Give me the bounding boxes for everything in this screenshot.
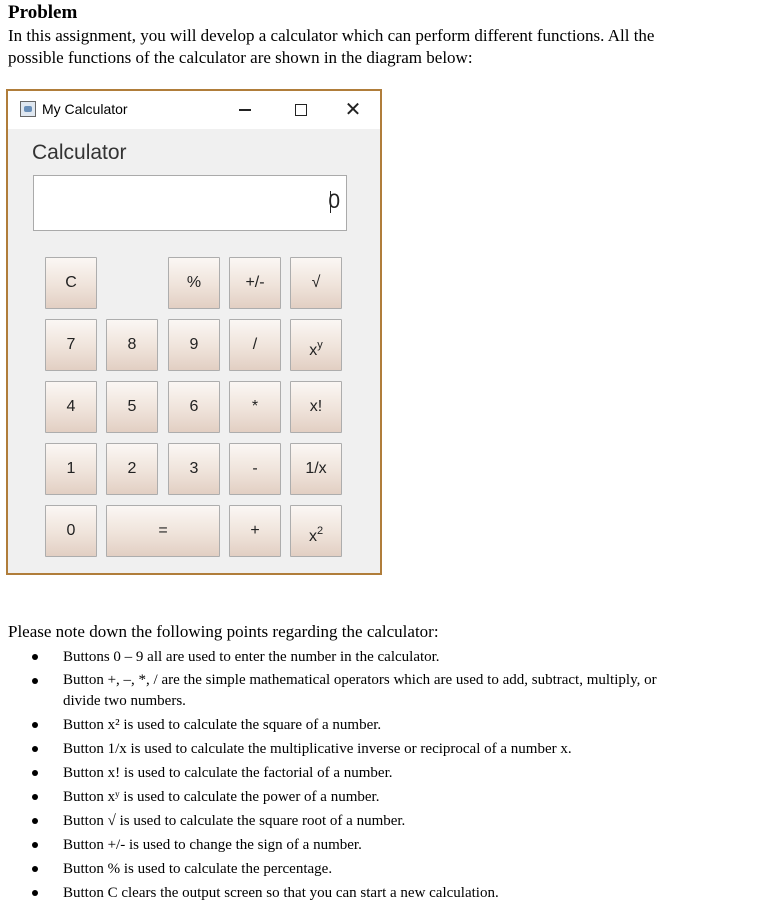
list-item: Button xʸ is used to calculate the power of a number. bbox=[26, 785, 758, 809]
sqrt-button[interactable]: √ bbox=[290, 257, 342, 309]
title-bar[interactable] bbox=[8, 91, 380, 129]
digit-7-button[interactable]: 7 bbox=[45, 319, 97, 371]
divide-button[interactable]: / bbox=[229, 319, 281, 371]
factorial-button[interactable]: x! bbox=[290, 381, 342, 433]
minus-button[interactable]: - bbox=[229, 443, 281, 495]
list-item: Button 1/x is used to calculate the multiplicative inverse or reciprocal of a number x. bbox=[26, 737, 758, 761]
square-exponent: 2 bbox=[316, 525, 324, 537]
list-item: Button x² is used to calculate the square of a number. bbox=[26, 713, 758, 737]
display-field[interactable] bbox=[33, 175, 347, 231]
list-item: Button √ is used to calculate the square root of a number. bbox=[26, 809, 758, 833]
intro-line: possible functions of the calculator are shown in the diagram below: bbox=[8, 48, 473, 67]
square-base: x bbox=[308, 528, 317, 545]
digit-5-button[interactable]: 5 bbox=[106, 381, 158, 433]
calculator-label: Calculator bbox=[32, 141, 127, 164]
list-item: Button C clears the output screen so that you can start a new calculation. bbox=[26, 881, 758, 905]
digit-6-button[interactable]: 6 bbox=[168, 381, 220, 433]
intro-paragraph bbox=[8, 25, 753, 69]
digit-2-button[interactable]: 2 bbox=[106, 443, 158, 495]
window-title: My Calculator bbox=[42, 101, 128, 117]
minimize-icon bbox=[239, 109, 251, 111]
square-button[interactable] bbox=[290, 505, 342, 557]
power-button[interactable] bbox=[290, 319, 342, 371]
maximize-icon bbox=[295, 104, 307, 116]
list-item: Button +/- is used to change the sign of a number. bbox=[26, 833, 758, 857]
list-item: Button % is used to calculate the percentage. bbox=[26, 857, 758, 881]
list-item-line: divide two numbers. bbox=[63, 693, 186, 709]
display-value: 0 bbox=[328, 190, 340, 213]
reciprocal-button[interactable]: 1/x bbox=[290, 443, 342, 495]
list-item: Button x! is used to calculate the factorial of a number. bbox=[26, 761, 758, 785]
digit-4-button[interactable]: 4 bbox=[45, 381, 97, 433]
power-exponent: y bbox=[317, 339, 323, 351]
plus-button[interactable]: + bbox=[229, 505, 281, 557]
list-item bbox=[26, 669, 758, 713]
digit-0-button[interactable]: 0 bbox=[45, 505, 97, 557]
digit-3-button[interactable]: 3 bbox=[168, 443, 220, 495]
digit-8-button[interactable]: 8 bbox=[106, 319, 158, 371]
list-item: Buttons 0 – 9 all are used to enter the number in the calculator. bbox=[26, 645, 758, 669]
intro-line: In this assignment, you will develop a calculator which can perform different functions. All the bbox=[8, 26, 655, 45]
notes-title: Please note down the following points regarding the calculator: bbox=[8, 622, 439, 641]
power-base: x bbox=[309, 342, 318, 359]
percent-button[interactable]: % bbox=[168, 257, 220, 309]
app-icon bbox=[20, 101, 36, 117]
digit-1-button[interactable]: 1 bbox=[45, 443, 97, 495]
multiply-button[interactable]: * bbox=[229, 381, 281, 433]
maximize-button[interactable] bbox=[286, 95, 316, 125]
equals-button[interactable]: = bbox=[106, 505, 220, 557]
minimize-button[interactable] bbox=[230, 95, 260, 125]
clear-button[interactable]: C bbox=[45, 257, 97, 309]
close-button[interactable]: ✕ bbox=[344, 99, 362, 121]
sign-toggle-button[interactable]: +/- bbox=[229, 257, 281, 309]
problem-heading: Problem bbox=[8, 2, 78, 23]
digit-9-button[interactable]: 9 bbox=[168, 319, 220, 371]
calculator-window bbox=[6, 89, 382, 575]
notes-list bbox=[26, 645, 758, 905]
list-item-line: Button +, –, *, / are the simple mathematical operators which are used to add, subtract, multiply, or bbox=[63, 672, 657, 688]
